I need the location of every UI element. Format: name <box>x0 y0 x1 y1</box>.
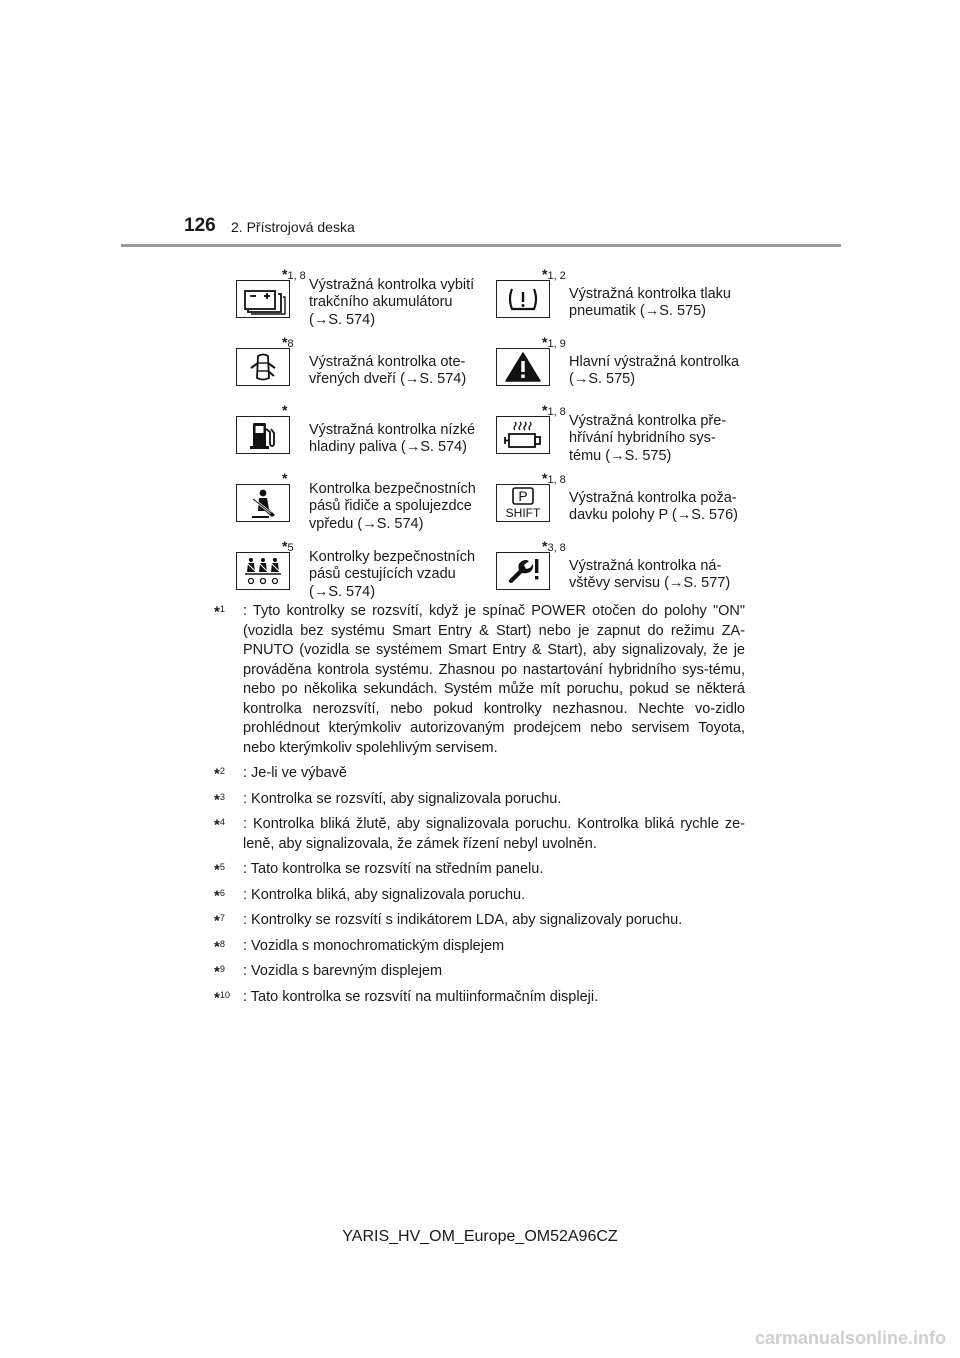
footnote-mark: *8 <box>282 334 294 350</box>
footnote-9: *$^9$ : Vozidla s barevným displejem <box>214 963 443 981</box>
battery-icon <box>236 280 290 318</box>
footnote-mark: * <box>282 402 288 418</box>
indicator-cell-tire-pressure <box>496 266 756 336</box>
footnote-2: *$^2$ : Je-li ve výbavě <box>214 765 347 783</box>
indicator-description: Výstražná kontrolka vybití trakčního akumulátoru (→S. 574) <box>309 276 475 328</box>
door-open-icon <box>236 348 290 386</box>
page-number: 126 <box>184 215 216 236</box>
rear-seatbelt-icon <box>236 552 290 590</box>
p-shift-icon <box>496 484 550 522</box>
footnote-10: *$^{10}$ : Tato kontrolka se rozsvítí na multiinformačním displeji. <box>214 988 599 1007</box>
footnote-mark: *3, 8 <box>542 538 566 554</box>
fuel-pump-icon <box>236 416 290 454</box>
indicator-description: Výstražná kontrolka ná- vštěvy servisu (→S. 577) <box>569 557 731 591</box>
indicator-cell-maintenance <box>496 538 756 608</box>
footnote-4: *$^4$ : Kontrolka bliká žlutě, aby signalizovala poruchu. Kontrolka bliká rychle ze-leně, aby signalizovala, že zámek řízení nebyl uvolněn. <box>214 816 745 852</box>
indicator-description: Výstražná kontrolka tlaku pneumatik (→S. 575) <box>569 285 731 319</box>
indicator-cell-fuel <box>236 402 496 472</box>
footnote-mark: *1, 8 <box>542 402 566 418</box>
indicator-description: Hlavní výstražná kontrolka (→S. 575) <box>569 353 740 387</box>
indicator-description: Výstražná kontrolka poža- davku polohy P (→S. 576) <box>569 489 738 523</box>
footnote-mark: *1, 8 <box>542 470 566 486</box>
indicator-cell-master-warning <box>496 334 756 404</box>
watermark: carmanualsonline.info <box>754 1328 946 1348</box>
header-rule <box>121 244 841 247</box>
footnote-mark: *1, 9 <box>542 334 566 350</box>
footnote-mark: * <box>282 470 288 486</box>
indicator-description: Kontrolky bezpečnostních pásů cestujících vzadu (→S. 574) <box>309 548 476 600</box>
footnote-5: *$^5$ : Tato kontrolka se rozsvítí na středním panelu. <box>214 861 544 879</box>
indicator-cell-seatbelt <box>236 470 496 540</box>
footnote-mark: *1, 8 <box>282 266 306 282</box>
footnote-mark: *1, 2 <box>542 266 566 282</box>
footnote-7: *$^7$ : Kontrolky se rozsvítí s indikátorem LDA, aby signalizovaly poruchu. <box>214 912 683 930</box>
p-shift-letter: P <box>518 488 528 504</box>
footnote-3: *$^3$ : Kontrolka se rozsvítí, aby signalizovala poruchu. <box>214 790 562 809</box>
footnotes <box>214 602 745 1013</box>
indicator-cell-battery <box>236 266 496 336</box>
indicator-description: Výstražná kontrolka ote- vřených dveří (→S. 574) <box>309 353 467 387</box>
indicator-cell-door-open <box>236 334 496 404</box>
footnote-1: *$^1$ : Tyto kontrolky se rozsvítí, když je spínač POWER otočen do polohy "ON" (vozidla bez systému Smart Entry & Start) nebo je zapnut do režimu ZA-PNUTO (vozidla se systémem Smart Entry & Start), aby signalizovaly, že je prováděna kontrola systému. Zhasnou po nastartování hybridního sys-tému, nebo po několika sekundách. Systém může mít poruchu, pokud se některá kontrolka nerozsvítí, nebo pokud kontrolky nezhasnou. Nechte vo-zidlo prohlédnout kterýmkoliv autorizovaným prodejcem nebo servisem Toyota, nebo kterýmkoliv spolehlivým servisem. <box>214 603 745 756</box>
indicator-cell-hybrid-overheat <box>496 402 756 472</box>
hybrid-overheat-icon <box>496 416 550 454</box>
indicator-description: Kontrolka bezpečnostních pásů řidiče a spolujezdce vpředu (→S. 574) <box>309 480 476 532</box>
seatbelt-icon <box>236 484 290 522</box>
master-warning-icon <box>496 348 550 386</box>
indicator-cell-rear-seatbelt <box>236 538 496 608</box>
indicator-description: Výstražná kontrolka pře- hřívání hybridního sys- tému (→S. 575) <box>569 412 727 464</box>
indicator-description: Výstražná kontrolka nízké hladiny paliva (→S. 574) <box>309 421 476 455</box>
document-code-footer: YARIS_HV_OM_Europe_OM52A96CZ <box>342 1228 618 1245</box>
footnote-8: *$^8$ : Vozidla s monochromatickým displejem <box>214 937 505 956</box>
tire-pressure-icon <box>496 280 550 318</box>
indicator-cell-p-shift <box>496 470 756 540</box>
maintenance-icon <box>496 552 550 590</box>
p-shift-word: SHIFT <box>505 506 541 519</box>
footnote-mark: *5 <box>282 538 294 554</box>
section-title: 2. Přístrojová deska <box>231 219 355 235</box>
footnote-6: *$^6$ : Kontrolka bliká, aby signalizovala poruchu. <box>214 886 526 905</box>
